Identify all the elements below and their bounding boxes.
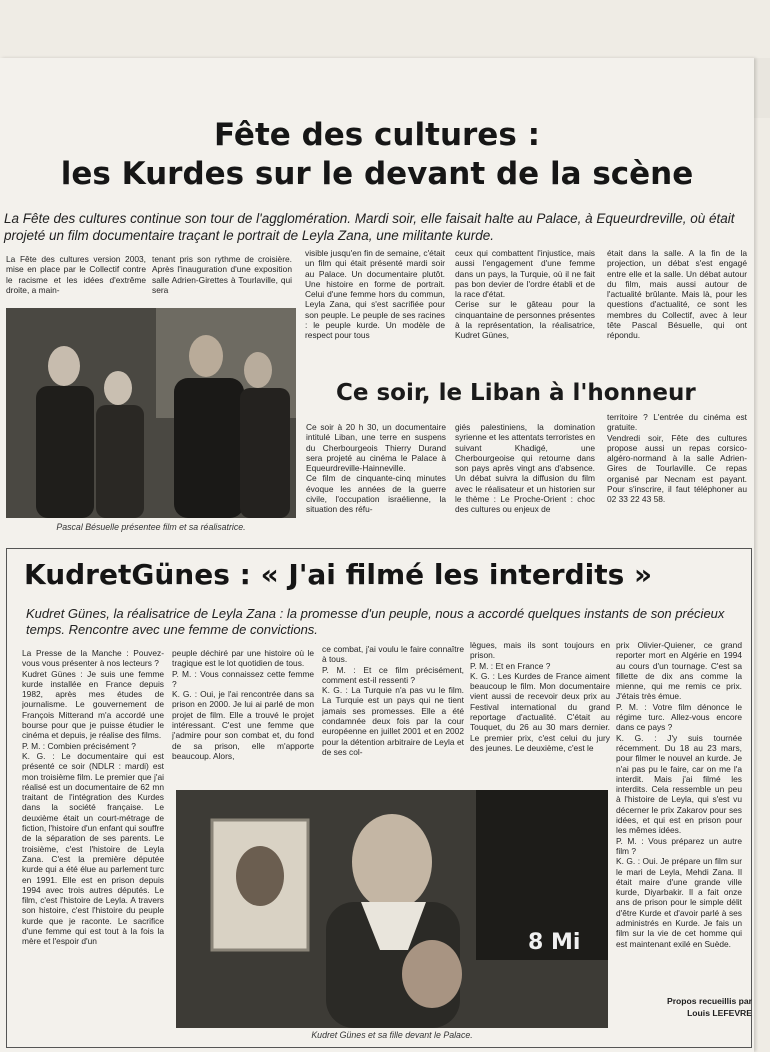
article-column-4: ceux qui combattent l'injustice, mais aussi l'engagement d'une femme dans un pays, la Turquie, où il ne fait pas bon devier de l'ordre établi et de la race d'état. Cerise sur le gâteau pour la cinquantaine de personnes présentes à la représentation, la réalisatrice, Kudret Günes, [455,248,595,341]
interview-column-4: lègues, mais ils sont toujours en prison. P. M. : Et en France ? K. G. : Les Kurdes de France aiment beaucoup le film. Mon documentaire vient aussi de recevoir deux prix au Festival international du grand reportage d'actualité. C'était au Touquet, du 26 au 30 mars dernier. Le premier prix, c'est celui du jury des jeunes. Le deuxième, c'est le [470,640,610,753]
article-column-3: visible jusqu'en fin de semaine, c'était un film qui était présenté mardi soir au Palace. Un documentaire plutôt. Une histoire en forme de portrait. Celui d'une femme hors du commun, Leyla Zana, qui s'est sacrifiée pour son peuple. Le peuple de ses racines : le peuple kurde. Un modèle de respect pour tous [305,248,445,341]
interview-title: KudretGünes : « J'ai filmé les interdits » [24,558,653,591]
article-title-line2: les Kurdes sur le devant de la scène [60,156,694,192]
article-column-2: tenant pris son rythme de croisière. Après l'inauguration d'une exposition salle Adrien-Girettes à Tourlaville, qui sera [152,254,292,295]
poster-text: 8 Mi [528,930,581,955]
interview-column-3: ce combat, j'ai voulu le faire connaître à tous. P. M. : Et ce film précisément, comment est-il ressenti ? K. G. : La Turquie n'a pas vu le film. La Turquie est un pays qui ne tient jamais ses promesses. Elle a été condamnée deux fois par la cour européenne en juillet 2001 et en 2002 pour la détention arbitraire de Leyla et de ses col- [322,644,464,757]
sidebar-column-2: giés palestiniens, la domination syrienne et les attentats terroristes en suivant Khadigé, une Cherbourgeoise qui retourne dans son pays après vingt ans d'absence. Un débat suivra la diffusion du film avec le réalisateur et un historien sur le thème : Le Proche-Orient : choc des cultures ou enjeux de [455,422,595,515]
article-column-5: était dans la salle. A la fin de la projection, un débat s'est engagé entre elle et la salle. Un débat autour du film, mais aussi autour de l'actualité brûlante. Mais là, pour les questions d'actualité, ce sont les membres du Collectif, avec à leur tête Pascal Bésuelle, qui ont répondu. [607,248,747,341]
article-column-1: La Fête des cultures version 2003, mise en place par le Collectif contre le racisme et les idées d'extrême droite, a main- [6,254,146,295]
interview-column-1: La Presse de la Manche : Pouvez-vous vous présenter à nos lecteurs ? Kudret Günes : Je suis une femme kurde installée en France depuis 1982, après mes études de journalisme. Le gouvernement de François Mitterand m'a accordé une bourse pour que je puisse étudier le cinéma et depuis, je réalise des films. P. M. : Combien précisément ? K. G. : Le documentaire qui est présenté ce soir (NDLR : mardi) est mon troisième film. Le premier que j'ai réalisé est un documentaire de 62 mn traitant de l'intégration des Kurdes dans la société française. Le deuxième était un court-métrage de fiction, l'histoire d'un enfant qui souffre de la séparation de ses parents. Le troisième, c'est l'histoire de Leyla Zana. C'est la première députée kurde qui a été élue au parlement turc en 1991. Elle est en prison depuis 1994 avec trois autres députés. Le film, c'est l'histoire de Leyla. A travers son histoire, c'est l'histoire du peuple kurde que je raconte. Le sacrifice d'une femme qui est tout à la fois la mère et l'espoir d'un [22,648,164,947]
sidebar-column-1: Ce soir à 20 h 30, un documentaire intitulé Liban, une terre en suspens du Cherbourgeois Thierry Durand sera projeté au cinéma le Palace à Equeurdreville-Hainneville. Ce film de cinquante-cinq minutes évoque les années de la guerre civile, l'occupation israélienne, la situation des réfu- [306,422,446,515]
sidebar-column-3: territoire ? L'entrée du cinéma est gratuite. Vendredi soir, Fête des cultures propose aussi un repas corsico-algéro-normand à la salle Adrien-Gires de Tourlaville. Ce repas organisé par Necnam est payant. Pour s'inscrire, il faut téléphoner au 02 33 22 43 58. [607,412,747,505]
interview-column-2: peuple déchiré par une histoire où le tragique est le lot quotidien de tous. P. M. : Vous connaissez cette femme ? K. G. : Oui, je l'ai rencontrée dans sa prison en 2000. Je lui ai parlé de mon projet de film. Elle a trouvé le projet intéressant. C'est une femme que j'admire pour son combat et, du fond de sa prison, elle m'apporte beaucoup. Alors, [172,648,314,761]
article-photo-caption: Pascal Bésuelle présentee film et sa réalisatrice. [56,522,246,532]
interview-photo-caption: Kudret Günes et sa fille devant le Palace. [311,1030,473,1040]
interview-photo-scene [176,790,608,1028]
article-title-line1: Fête des cultures : [214,117,540,153]
byline-author: Louis LEFEVRE [687,1008,752,1018]
interview-photo [176,790,608,1028]
article-photo [6,308,296,518]
interview-lead: Kudret Günes, la réalisatrice de Leyla Zana : la promesse d'un peuple, nous a accordé quelques instants de son précieux temps. Rencontre avec une femme de convictions. [26,606,725,637]
sidebar-title: Ce soir, le Liban à l'honneur [336,380,696,406]
interview-column-5: prix Olivier-Quiener, ce grand reporter mort en Algérie en 1994 au cours d'un tournage. C'est sa fillette de dix ans comme la mienne, qui me remis ce prix. J'étais très émue. P. M. : Votre film dénonce le régime turc. Allez-vous encore dans ce pays ? K. G. : J'y suis tournée récemment. Du 18 au 23 mars, pour filmer le nouvel an kurde. Je n'ai pas pu le faire, car on me l'a interdit. Mais j'ai filmé les interdits. Cela ressemble un peu à l'histoire de Leyla, qui s'est vu décerner le prix Zakarov pour ses idées, et qui est en prison pour les mêmes idées. P. M. : Vous préparez un autre film ? K. G. : Oui. Je prépare un film sur le mari de Leyla, Mehdi Zana. Il était maire d'une grande ville kurde, Diyarbakir. Il a fait onze ans de prison pour le simple délit d'être Kurde et d'avoir parlé à ses administrés en Kurde. Je fais un film sur la vie de cet homme qui est maintenant exilé en Suède. [616,640,742,949]
byline-line1: Propos recueillis par [666,996,752,1006]
article-lead: La Fête des cultures continue son tour de l'agglomération. Mardi soir, elle faisait halte au Palace, à Equeurdreville, où était projeté un film documentaire traçant le portrait de Leyla Zana, une militante kurde. [4,211,735,243]
people-figures [6,308,296,518]
